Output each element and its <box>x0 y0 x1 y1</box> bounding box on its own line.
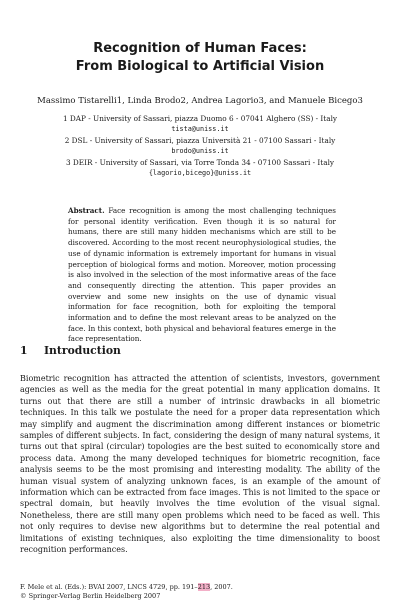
affiliation-3: 3 DEIR - University of Sassari, via Torre Tonda 34 - 07100 Sassari - Italy <box>65 158 335 167</box>
affiliation-1-email[interactable]: tista@uniss.it <box>171 125 229 133</box>
introduction-body: Biometric recognition has attracted the attention of scientists, investors, government agencies as well as the media for the great potential in many application domains. It turns out that there are still a number of intrinsic drawbacks in all biometric techniques. In this talk we postulate the need for a proper data representation which may simplify and augment the discrimination among different instances or biometric samples of different subjects. In fact, considering the design of many natural systems, it turns out that spiral (circular) topologies are the best suited to economically store and process data. Among the many developed techniques for biometric recognition, face analysis seems to be the most promising and interesting modality. The ability of the human visual system of analyzing unknown faces, is an example of the amount of information which can be extracted from face images. This is not limited to the space or spectral domain, but heavily involves the time evolution of the visual signal. Nonetheless, there are still many open problems which need to be faced as well. This not only requires to devise new algorithms but to determine the real potential and limitations of existing techniques, also exploiting the time dimensionality to boost recognition performances. <box>20 374 380 555</box>
affiliation-2: 2 DSL - University of Sassari, piazza Università 21 - 07100 Sassari - Italy <box>64 136 336 145</box>
highlighted-page-number: 213 <box>197 583 211 591</box>
affiliation-1: 1 DAP - University of Sassari, piazza Duomo 6 - 07041 Alghero (SS) - Italy <box>62 114 338 123</box>
citation-line <box>20 583 380 592</box>
copyright-line: © Springer-Verlag Berlin Heidelberg 2007 <box>20 591 161 600</box>
affiliation-3-email[interactable]: {lagorio,bicego}@uniss.it <box>148 169 252 177</box>
abstract <box>68 206 336 345</box>
abstract-label: Abstract. <box>68 206 105 215</box>
section-title: Introduction <box>44 344 121 357</box>
paper-title-line-1: Recognition of Human Faces: <box>93 41 307 56</box>
abstract-text: Face recognition is among the most challenging techniques for personal identity verification. Even though it is so natural for humans, there are still many hidden mechanisms which are still to be discovered. According to the most recent neurophysiological studies, the use of dynamic information is extremely important for humans in visual perception of biological forms and motion. Moreover, motion processing is also involved in the selection of the most informative areas of the face and consequently directing the attention. This paper provides an overview and some new insights on the use of dynamic visual information for face recognition, both for exploiting the temporal information and to define the most relevant areas to be analyzed on the face. In this context, both physical and behavioral features emerge in the face representation. <box>68 206 336 344</box>
affiliation-2-email[interactable]: brodo@uniss.it <box>171 147 229 155</box>
section-heading <box>20 344 121 357</box>
citation-year: , 2007. <box>210 583 233 591</box>
section-number: 1 <box>20 344 28 357</box>
citation-text: F. Mele et al. (Eds.): BVAI 2007, LNCS 4729, pp. 191– <box>20 583 198 591</box>
page-footer <box>20 583 380 600</box>
paper-title-line-2: From Biological to Artificial Vision <box>75 59 325 74</box>
author-list: Massimo Tistarelli1, Linda Brodo2, Andrea Lagorio3, and Manuele Bicego3 <box>37 96 363 106</box>
